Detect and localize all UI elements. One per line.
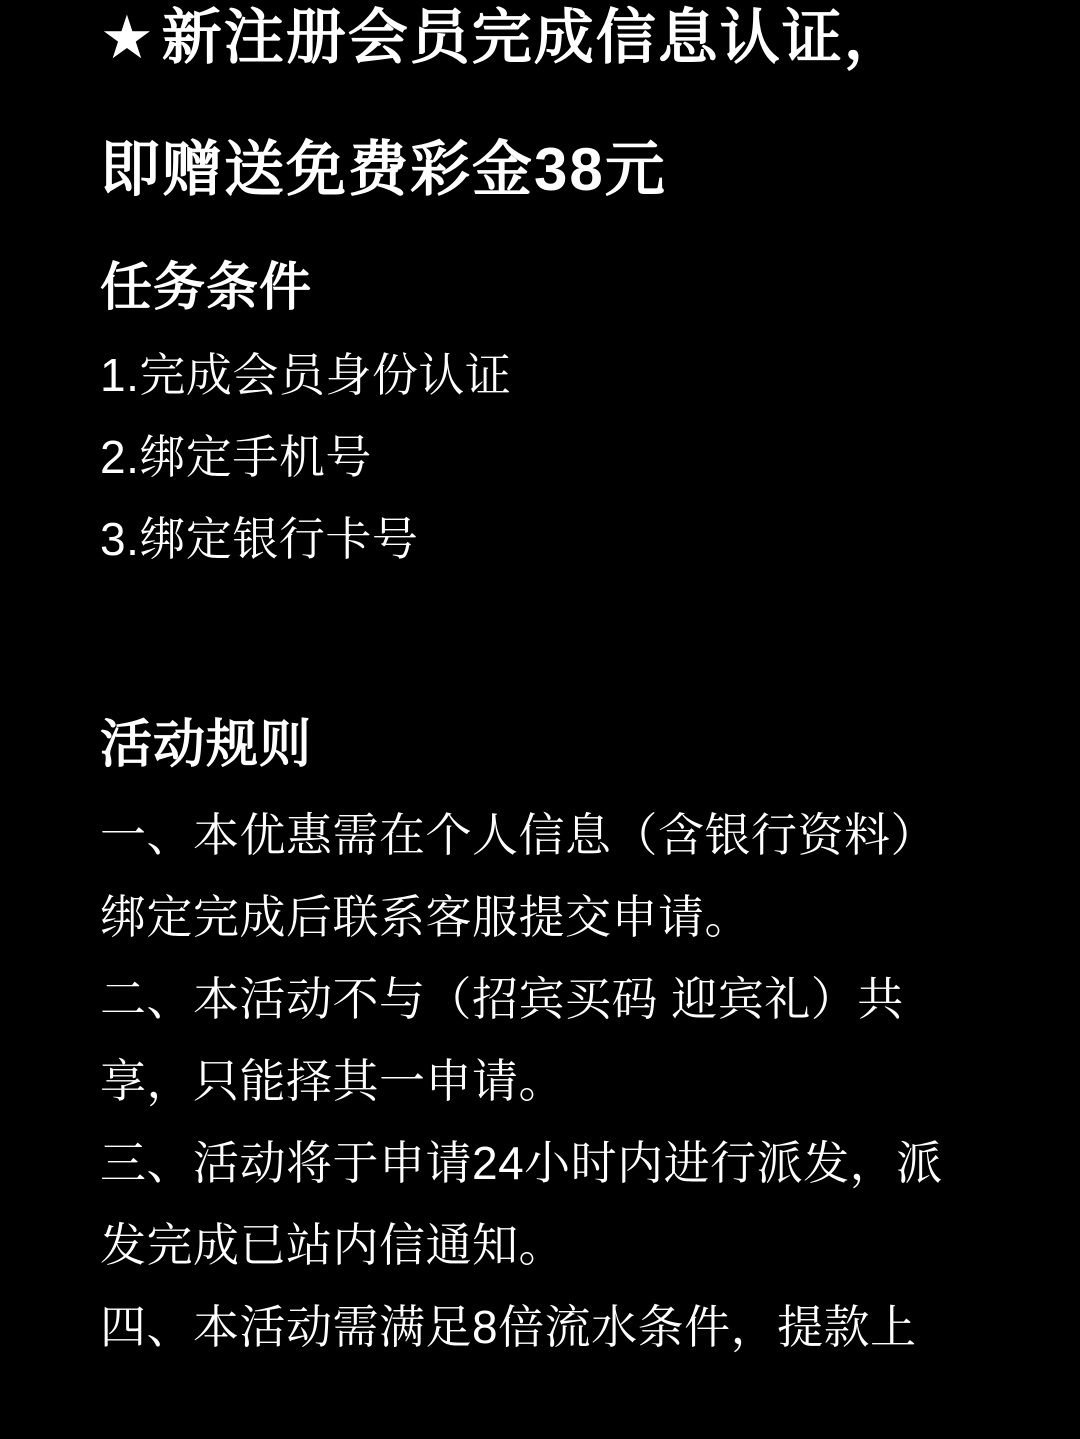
task-conditions-list <box>100 334 1040 580</box>
activity-rule-line-7: 四、本活动需满足8倍流水条件，提款上 <box>100 1301 917 1353</box>
promo-title-line-1 <box>100 0 1040 104</box>
activity-rule-line-1: 一、本优惠需在个人信息（含银行资料） <box>100 809 937 861</box>
activity-rules-heading: 活动规则 <box>100 716 313 774</box>
activity-rule-line-2: 绑定完成后联系客服提交申请。 <box>100 891 751 943</box>
activity-rule-line-4: 享，只能择其一申请。 <box>100 1055 565 1107</box>
activity-rules-text <box>100 794 1040 1368</box>
activity-rule-line-5: 三、活动将于申请24小时内进行派发，派 <box>100 1137 943 1189</box>
activity-rule-line-6: 发完成已站内信通知。 <box>100 1219 565 1271</box>
star-icon: ★ <box>100 4 156 71</box>
task-condition-item-3: 3.绑定银行卡号 <box>100 513 419 565</box>
promo-title-line-1-text: 新注册会员完成信息认证， <box>161 4 906 71</box>
promo-title-line-2: 即赠送免费彩金38元 <box>100 136 667 203</box>
task-condition-item-2: 2.绑定手机号 <box>100 431 372 483</box>
task-conditions-heading: 任务条件 <box>100 259 313 317</box>
promo-title <box>100 0 1040 236</box>
activity-rule-line-3: 二、本活动不与（招宾买码 迎宾礼）共 <box>100 973 904 1025</box>
task-condition-item-1: 1.完成会员身份认证 <box>100 349 512 401</box>
